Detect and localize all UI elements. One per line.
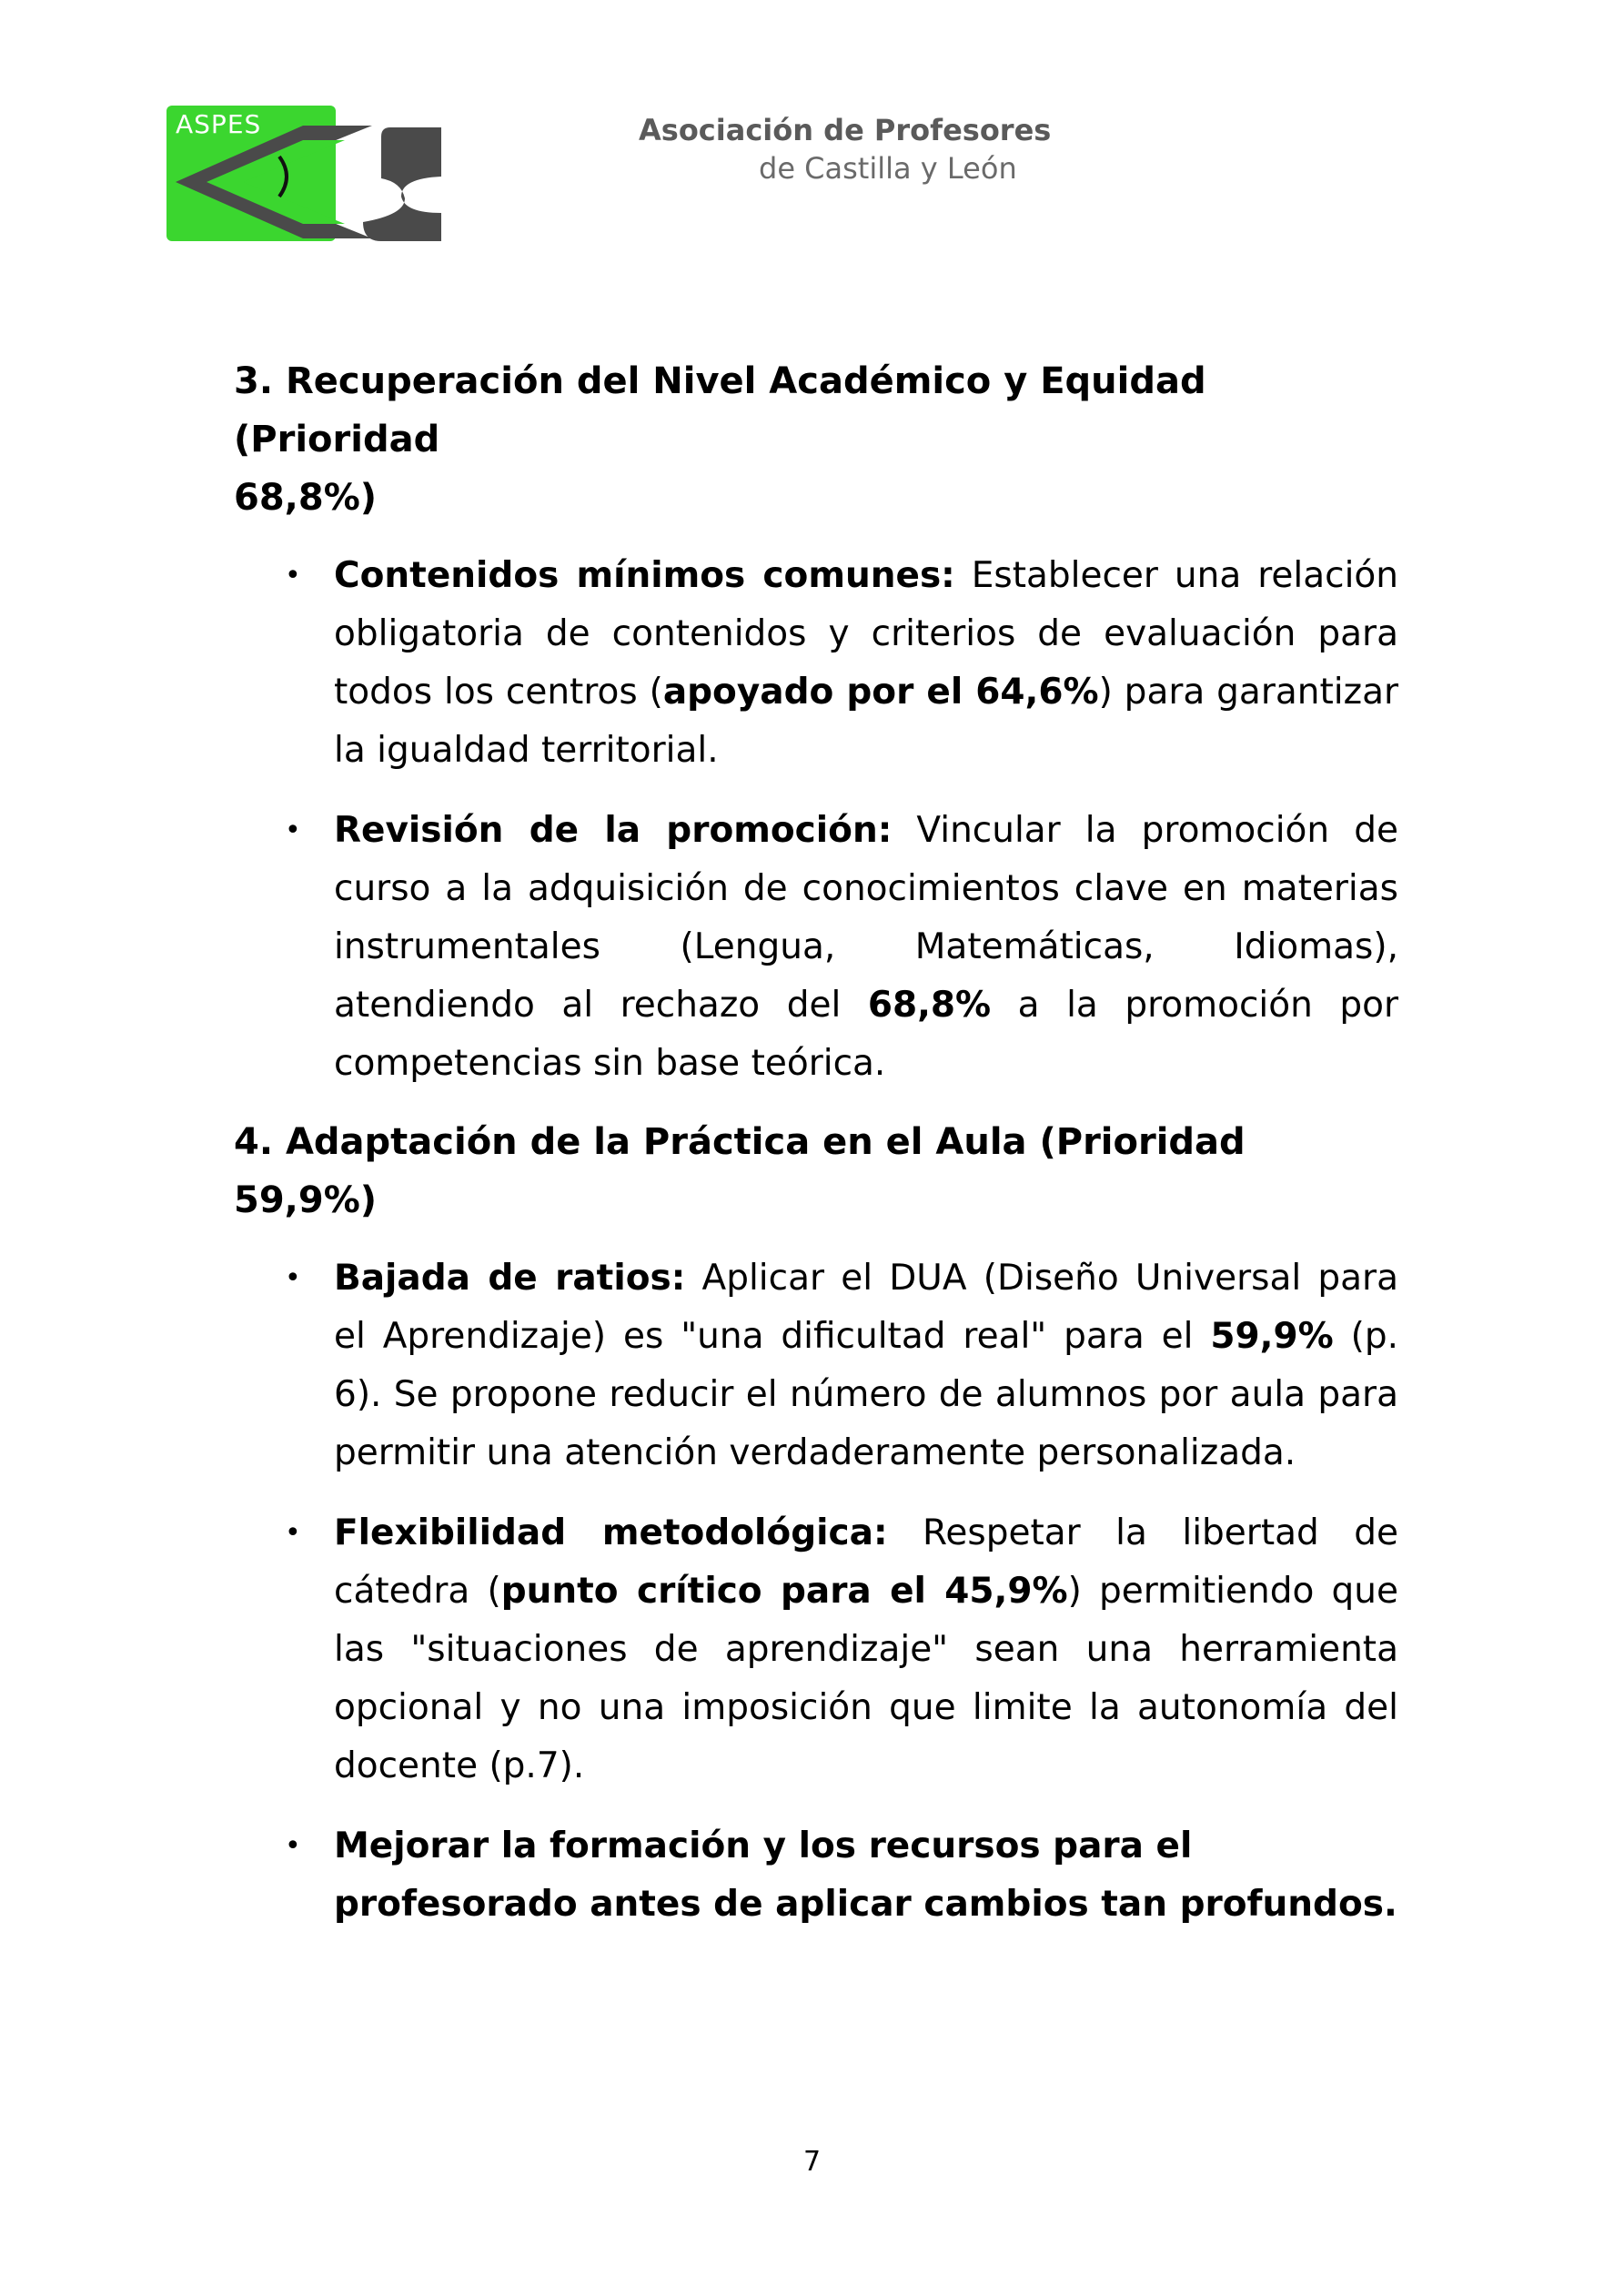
section-3-heading — [234, 352, 1298, 527]
list-item-lead: Revisión de la promoción: — [334, 810, 893, 851]
bullet-icon: • — [285, 1517, 301, 1549]
list-item-highlight: apoyado por el 64,6% — [662, 672, 1099, 713]
list-item-text — [334, 1249, 1398, 1482]
list-item-body: Aplicar el DUA (Diseño Universal para el Aprendizaje) es "una dificultad real" para el — [334, 1258, 1398, 1357]
section-4-heading: 4. Adaptación de la Práctica en el Aula (Prioridad 59,9%) — [234, 1121, 1246, 1221]
list-item-body: Respetar la libertad de cátedra ( — [334, 1512, 1399, 1612]
list-item-text — [334, 1817, 1398, 1934]
section-3-heading-line1: 3. Recuperación del Nivel Académico y Equidad (Prioridad — [234, 360, 1206, 460]
list-item — [234, 802, 1398, 1093]
document-body — [234, 352, 1398, 1934]
list-item — [234, 1249, 1398, 1482]
list-item-highlight: punto crítico para el 45,9% — [500, 1571, 1068, 1612]
organization-name-line2: de Castilla y León — [759, 151, 1017, 186]
section-3-list — [234, 547, 1398, 1093]
list-item — [234, 1817, 1398, 1934]
list-item-body: Establecer una relación obligatoria de contenidos y criterios de evaluación para todos los centros ( — [334, 555, 1398, 713]
list-item-highlight: 68,8% — [867, 985, 992, 1026]
list-item-lead: Bajada de ratios: — [334, 1258, 686, 1299]
logo-label: ASPES — [176, 109, 262, 139]
aspes-logo — [166, 106, 441, 241]
list-item-body: a la promoción por competencias sin base teórica. — [334, 985, 1399, 1084]
page-number: 7 — [802, 2146, 822, 2178]
list-item-highlight: 59,9% — [1210, 1316, 1334, 1357]
list-item-body: ) permitiendo que las "situaciones de aprendizaje" sean una herramienta opcional y no una imposición que limite la autonomía del docente (p.7). — [334, 1571, 1398, 1786]
organization-name-line1: Asociación de Profesores — [639, 113, 1052, 147]
list-item-lead: Flexibilidad metodológica: — [334, 1512, 888, 1553]
page-header — [0, 0, 1624, 273]
bullet-icon: • — [285, 814, 301, 846]
bullet-icon: • — [285, 1830, 301, 1862]
list-item-text — [334, 802, 1398, 1093]
section-3-heading-line2: 68,8%) — [234, 477, 378, 519]
list-item-body: (p. 6). Se propone reducir el número de alumnos por aula para permitir una atención verdaderamente personalizada. — [334, 1316, 1398, 1473]
bullet-icon: • — [285, 560, 301, 592]
list-item-text — [334, 1504, 1398, 1795]
list-item — [234, 1504, 1398, 1795]
bullet-icon: • — [285, 1262, 301, 1294]
organization-name — [639, 111, 1052, 187]
list-item-lead: Mejorar la formación y los recursos para el profesorado antes de aplicar cambios tan profundos. — [334, 1826, 1397, 1925]
list-item-body: ) para garantizar la igualdad territorial. — [334, 672, 1399, 771]
list-item-lead: Contenidos mínimos comunes: — [334, 555, 955, 596]
list-item-text — [334, 547, 1398, 780]
list-item-body: Vincular la promoción de curso a la adquisición de conocimientos clave en materias instrumentales (Lengua, Matemáticas, Idiomas), atendiendo al rechazo del — [334, 810, 1398, 1026]
list-item — [234, 547, 1398, 780]
section-4-list — [234, 1249, 1398, 1934]
